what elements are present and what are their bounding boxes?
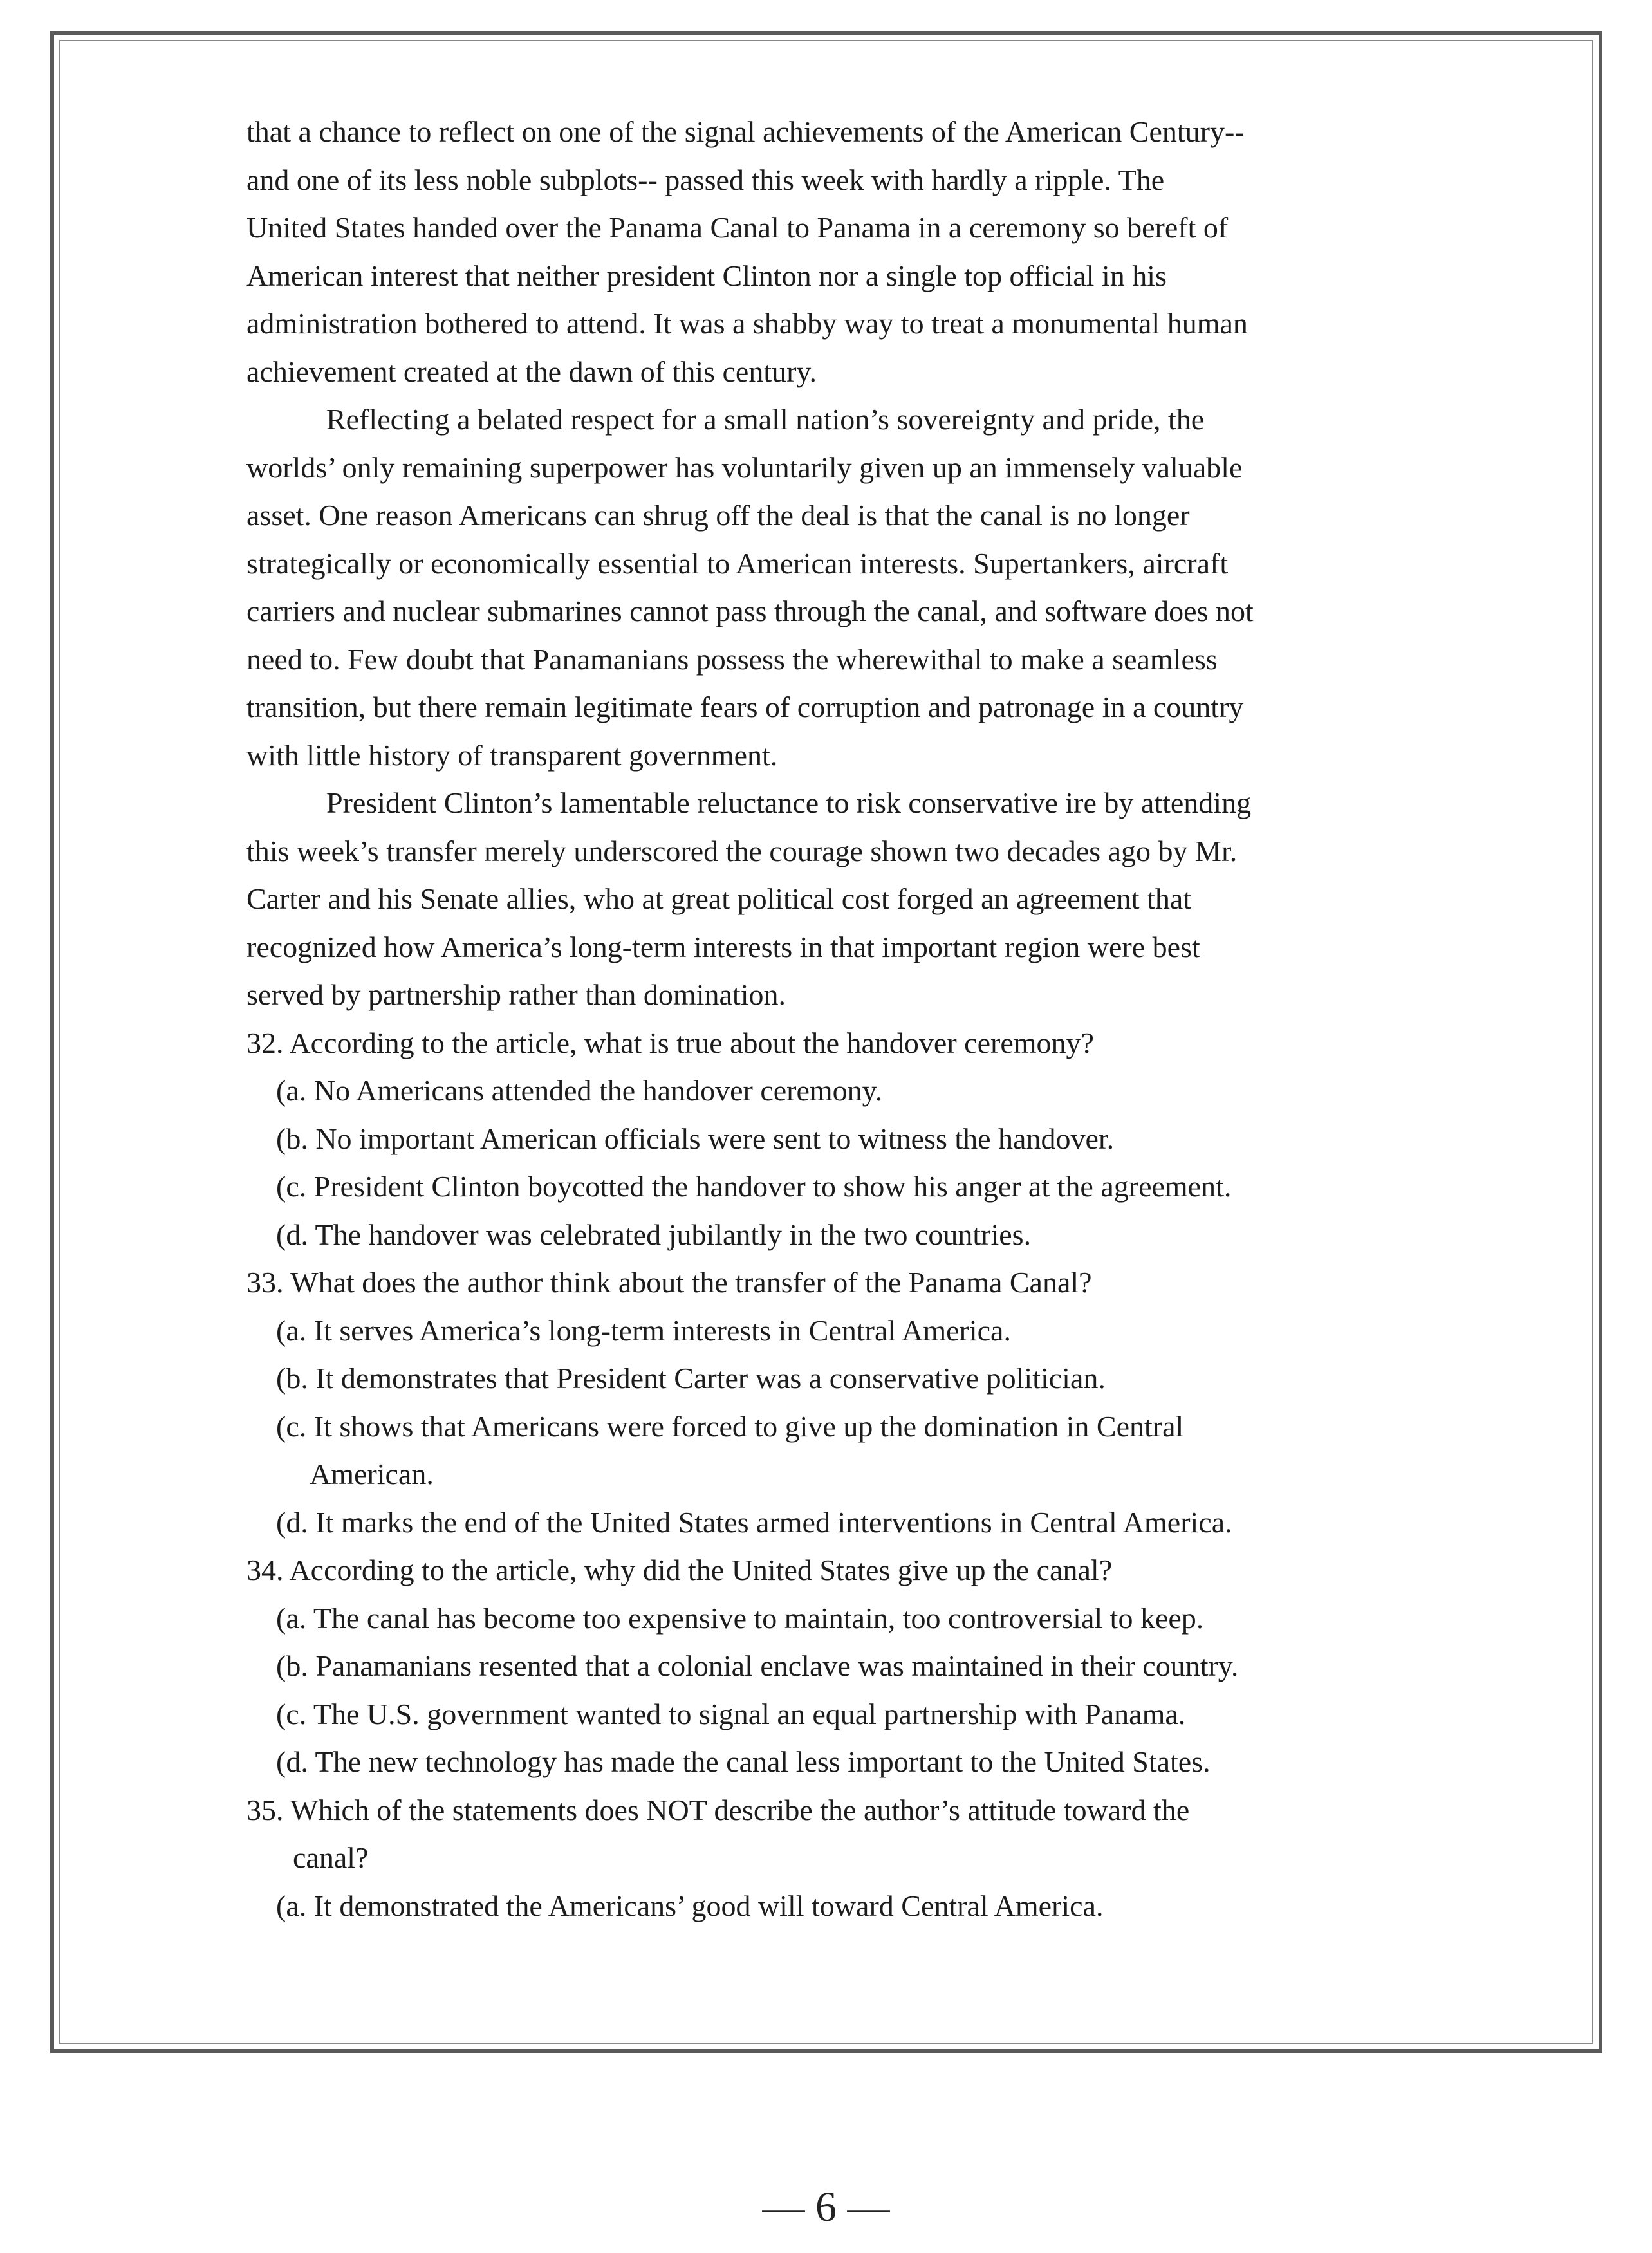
passage-paragraph-2: [246, 396, 1398, 779]
question-34: [246, 1546, 1398, 1786]
passage-line: recognized how America’s long-term interests in that important region were best: [246, 930, 1200, 963]
question-35: [246, 1786, 1398, 1931]
answer-option: (b. It demonstrates that President Carter was a conservative politician.: [276, 1362, 1106, 1395]
answer-option: (d. The new technology has made the canal less important to the United States.: [276, 1745, 1211, 1778]
answer-option: (d. It marks the end of the United States armed interventions in Central America.: [276, 1505, 1232, 1539]
page-number: — 6 —: [762, 2183, 890, 2230]
answer-option: (c. President Clinton boycotted the handover to show his anger at the agreement.: [276, 1170, 1232, 1203]
question-33: [246, 1259, 1398, 1546]
passage-line: served by partnership rather than domination.: [246, 978, 786, 1011]
passage-line: this week’s transfer merely underscored the courage shown two decades ago by Mr.: [246, 834, 1238, 867]
passage-line: United States handed over the Panama Canal to Panama in a ceremony so bereft of: [246, 211, 1229, 244]
passage-line: Reflecting a belated respect for a small nation’s sovereignty and pride, the: [326, 403, 1205, 436]
passage-line: administration bothered to attend. It was a shabby way to treat a monumental human: [246, 307, 1248, 340]
passage-line: with little history of transparent government.: [246, 738, 778, 772]
question-stem: 33. What does the author think about the transfer of the Panama Canal?: [246, 1266, 1092, 1299]
answer-option: (b. Panamanians resented that a colonial enclave was maintained in their country.: [276, 1649, 1239, 1682]
answer-option: (c. It shows that Americans were forced to give up the domination in Central: [276, 1409, 1184, 1443]
question-32: [246, 1019, 1398, 1259]
passage-line: transition, but there remain legitimate fears of corruption and patronage in a country: [246, 691, 1244, 723]
passage-line: Carter and his Senate allies, who at great political cost forged an agreement that: [246, 882, 1192, 915]
answer-option: (a. It serves America’s long-term interests in Central America.: [276, 1313, 1011, 1347]
question-stem-continuation: canal?: [293, 1841, 369, 1874]
passage-line: need to. Few doubt that Panamanians possess the wherewithal to make a seamless: [246, 642, 1218, 676]
passage-line: and one of its less noble subplots-- passed this week with hardly a ripple. The: [246, 163, 1165, 196]
passage-line: American interest that neither president Clinton nor a single top official in his: [246, 259, 1167, 292]
passage-paragraph-3: [246, 779, 1398, 1019]
passage-line: strategically or economically essential to American interests. Supertankers, aircraft: [246, 546, 1229, 580]
passage-line: carriers and nuclear submarines cannot pass through the canal, and software does not: [246, 595, 1254, 627]
passage-line: President Clinton’s lamentable reluctance to risk conservative ire by attending: [326, 786, 1252, 819]
question-stem: 34. According to the article, why did the United States give up the canal?: [246, 1553, 1113, 1586]
answer-option: (b. No important American officials were sent to witness the handover.: [276, 1122, 1115, 1155]
document-body: [246, 108, 1398, 1930]
answer-option: (d. The handover was celebrated jubilantly in the two countries.: [276, 1218, 1032, 1251]
passage-line: achievement created at the dawn of this century.: [246, 355, 817, 388]
answer-option: (a. No Americans attended the handover ceremony.: [276, 1074, 883, 1107]
question-stem: 35. Which of the statements does NOT describe the author’s attitude toward the: [246, 1793, 1190, 1826]
passage-line: asset. One reason Americans can shrug off the deal is that the canal is no longer: [246, 499, 1190, 532]
question-stem: 32. According to the article, what is true about the handover ceremony?: [246, 1026, 1094, 1059]
answer-option: (a. The canal has become too expensive to maintain, too controversial to keep.: [276, 1601, 1204, 1635]
passage-line: that a chance to reflect on one of the signal achievements of the American Century--: [246, 115, 1245, 148]
answer-option-continuation: American.: [310, 1458, 434, 1490]
passage-paragraph-1: [246, 108, 1398, 396]
answer-option: (a. It demonstrated the Americans’ good will toward Central America.: [276, 1889, 1104, 1922]
passage-line: worlds’ only remaining superpower has voluntarily given up an immensely valuable: [246, 450, 1243, 484]
answer-option: (c. The U.S. government wanted to signal an equal partnership with Panama.: [276, 1697, 1186, 1730]
